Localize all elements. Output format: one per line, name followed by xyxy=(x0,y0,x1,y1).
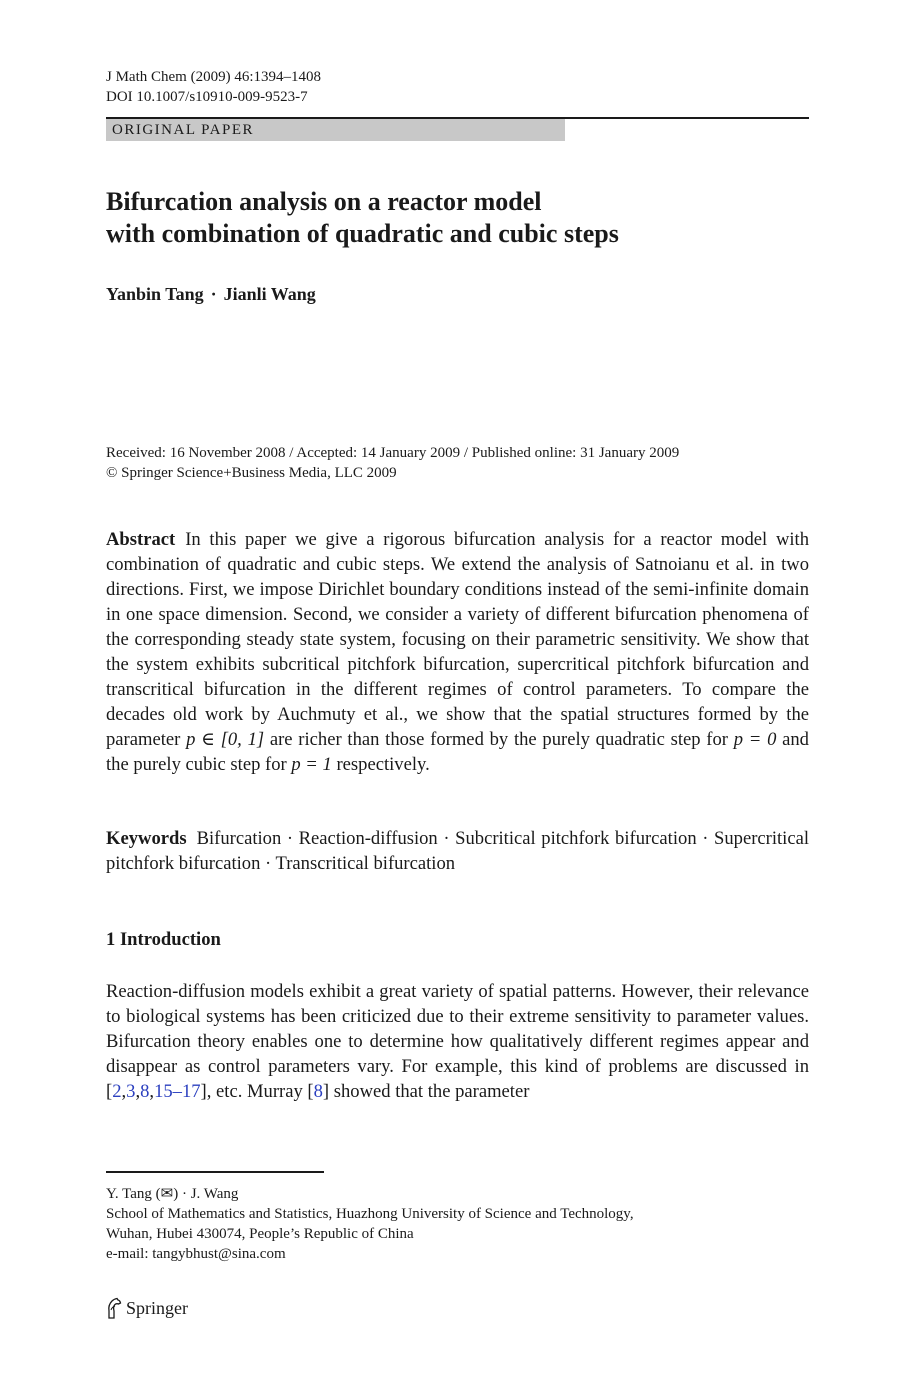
citation-link[interactable]: 3 xyxy=(126,1081,136,1102)
footnote-address: Wuhan, Hubei 430074, People’s Republic of China xyxy=(106,1226,414,1242)
history-dates: Received: 16 November 2008 / Accepted: 14 January 2009 / Published online: 31 January 2009 xyxy=(106,445,680,461)
abstract-text: and the purely cubic step for xyxy=(106,729,809,775)
doi[interactable]: DOI 10.1007/s10910-009-9523-7 xyxy=(106,89,308,105)
author-footnote xyxy=(106,1184,634,1264)
math-inline: p = 1 xyxy=(291,754,332,775)
abstract-text: respectively. xyxy=(331,754,430,775)
paper-type-band: ORIGINAL PAPER xyxy=(106,119,565,141)
footnote-rule xyxy=(106,1171,324,1173)
cite-comma: , xyxy=(121,1081,127,1102)
keywords xyxy=(106,826,809,876)
keywords-text: Bifurcation · Reaction-diffusion · Subcritical pitchfork bifurcation · Supercritical pitchfork bifurcation · Transcritical bifurcation xyxy=(106,828,809,874)
intro-paragraph xyxy=(106,979,809,1104)
author-list xyxy=(106,284,316,305)
citation-link[interactable]: 2 xyxy=(112,1081,122,1102)
intro-text: Reaction-diffusion models exhibit a great variety of spatial patterns. However, their relevance to biological systems has been criticized due to their extreme sensitivity to parameter values. Bifurcation theory enables one to determine how qualitatively different regimes appear and disappear as control parameters vary. For example, this kind of problems are discussed in [ xyxy=(106,981,809,1102)
title-line-2: with combination of quadratic and cubic steps xyxy=(106,219,619,248)
publisher-logo xyxy=(106,1297,188,1319)
cite-comma: , xyxy=(149,1081,155,1102)
publication-dates xyxy=(106,443,679,483)
cite-comma: , xyxy=(135,1081,141,1102)
intro-text: ], etc. Murray [ xyxy=(200,1081,314,1102)
section-heading: 1 Introduction xyxy=(106,929,221,950)
author-name[interactable]: Yanbin Tang xyxy=(106,284,204,304)
math-inline: p = 0 xyxy=(733,729,777,750)
abstract-label: Abstract xyxy=(106,529,176,550)
citation-link[interactable]: 8 xyxy=(313,1081,323,1102)
keywords-label: Keywords xyxy=(106,828,187,849)
copyright: © Springer Science+Business Media, LLC 2009 xyxy=(106,465,397,481)
citation-link[interactable]: 8 xyxy=(140,1081,150,1102)
abstract xyxy=(106,527,809,777)
abstract-text: In this paper we give a rigorous bifurcation analysis for a reactor model with combination of quadratic and cubic steps. We extend the analysis of Satnoianu et al. in two directions. First, we impose Dirichlet boundary conditions instead of the semi-infinite domain in one space dimension. Second, we consider a variety of different bifurcation phenomena of the corresponding steady state system, focusing on their parametric sensitivity. We show that the system exhibits subcritical pitchfork bifurcation, supercritical pitchfork bifurcation and transcritical bifurcation in the different regimes of control parameters. To compare the decades old work by Auchmuty et al., we show that the spatial structures formed by the parameter xyxy=(106,529,809,750)
author-name[interactable]: Jianli Wang xyxy=(223,284,316,304)
paper-title xyxy=(106,186,619,250)
math-inline: p ∈ [0, 1] xyxy=(186,729,265,750)
springer-horse-icon xyxy=(106,1297,122,1319)
footnote-email[interactable]: e-mail: tangybhust@sina.com xyxy=(106,1246,286,1262)
citation-link[interactable]: 15–17 xyxy=(154,1081,201,1102)
intro-text: ] showed that the parameter xyxy=(322,1081,530,1102)
footnote-affiliation: School of Mathematics and Statistics, Huazhong University of Science and Technology, xyxy=(106,1206,634,1222)
publisher-name: Springer xyxy=(126,1297,188,1318)
footnote-authors: Y. Tang (✉) · J. Wang xyxy=(106,1186,239,1202)
journal-info xyxy=(106,67,321,107)
title-line-1: Bifurcation analysis on a reactor model xyxy=(106,187,542,216)
abstract-text: are richer than those formed by the purely quadratic step for xyxy=(264,729,734,750)
author-separator: · xyxy=(210,284,217,304)
journal-citation: J Math Chem (2009) 46:1394–1408 xyxy=(106,69,321,85)
